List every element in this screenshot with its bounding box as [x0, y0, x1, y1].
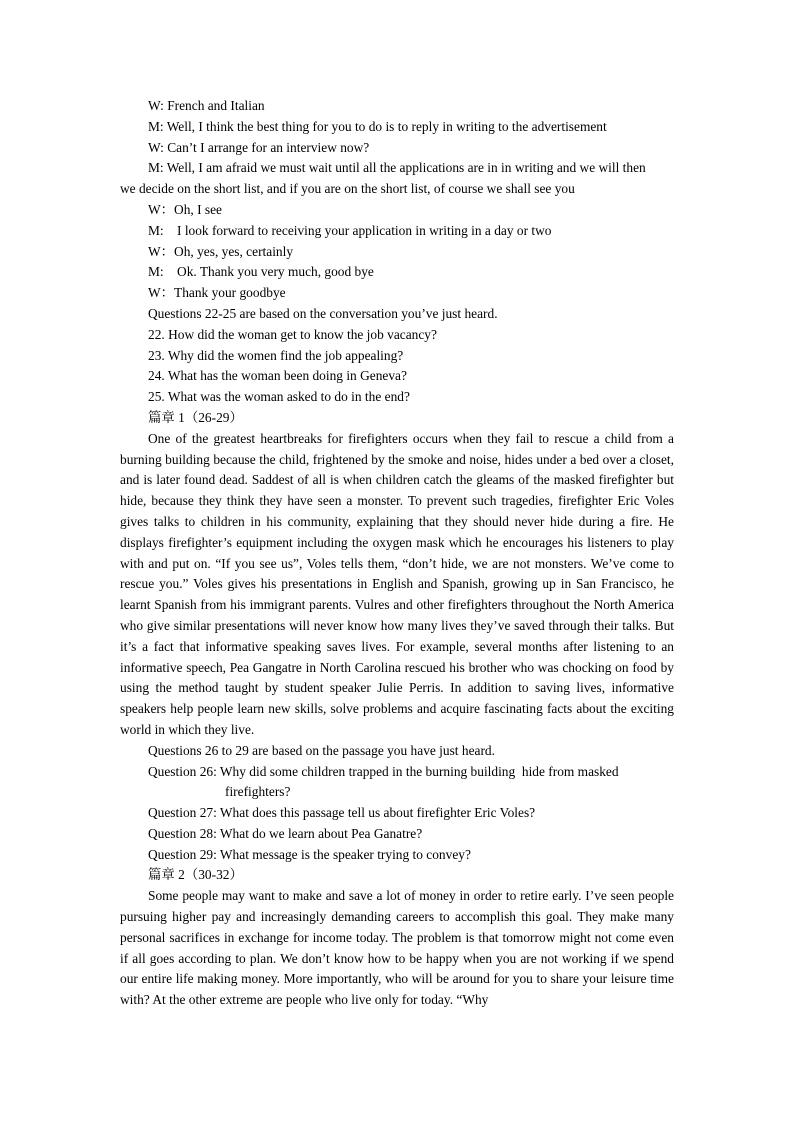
question-item: 23. Why did the women find the job appealing? — [148, 347, 404, 363]
document-page — [120, 96, 674, 1011]
passage-text: One of the greatest heartbreaks for firefighters occurs when they fail to rescue a child from a burning building because the child, frightened by the smoke and noise, hides under a bed over a closet, and is later found dead. Saddest of all is when children catch the gleams of the masked firefighter but hide, because they think they have seen a monster. To prevent such tragedies, firefighter Eric Voles gives talks to children in his community, explaining that they should never hide during a fire. He displays firefighter’s equipment including the oxygen mask which he encourages his listeners to play with and put on. “If you see us”, Voles tells them, “don’t hide, we are not monsters. We’ve come to rescue you.” Voles gives his presentations in English and Spanish, growing up in San Francisco, he learnt Spanish from his immigrant parents. Vulres and other firefighters throughout the North America who give similar presentations will never know how many lives they’ve saved through their talks. But it’s a fact that informative speaking saves lives. For example, several months after listening to an informative speech, Pea Gangatre in North Carolina rescued his brother who was chocking on food by using the method taught by student speaker Julie Perris. In addition to saving lives, informative speakers help people learn new skills, solve problems and acquire fascinating facts about the exciting world in which they live. — [120, 430, 674, 737]
passage-paragraph — [120, 886, 674, 1011]
question-item: 25. What was the woman asked to do in the end? — [148, 389, 410, 405]
dialogue-line: W：Oh, yes, yes, certainly — [148, 243, 294, 259]
dialogue-line: M: Well, I am afraid we must wait until all the applications are in in writing and we will then — [148, 160, 646, 176]
passage-text: Some people may want to make and save a lot of money in order to retire early. I’ve seen people pursuing higher pay and increasingly demanding careers to accomplish this goal. They make many personal sacrifices in exchange for income today. The problem is that tomorrow might not come even if all goes according to plan. We don’t know how to be happy when you are not working if we spend our entire life making money. More importantly, who will be around for you to share your leisure time with? At the other extreme are people who live only for today. “Why — [120, 888, 674, 1008]
dialogue-line: W: French and Italian — [148, 98, 265, 113]
dialogue-line: W: Can’t I arrange for an interview now? — [148, 139, 370, 155]
dialogue-block — [120, 96, 674, 304]
dialogue-line: M: I look forward to receiving your application in writing in a day or two — [148, 222, 552, 238]
question-item-continuation: firefighters? — [225, 784, 291, 800]
dialogue-line: M: Well, I think the best thing for you to do is to reply in writing to the advertisement — [148, 118, 607, 134]
section-heading: 篇章 1（26-29） — [148, 409, 243, 425]
question-item: 22. How did the woman get to know the job vacancy? — [148, 326, 437, 342]
dialogue-line-wrap: we decide on the short list, and if you are on the short list, of course we shall see you — [120, 181, 575, 197]
question-item: Question 28: What do we learn about Pea Ganatre? — [148, 825, 423, 841]
dialogue-line: M: Ok. Thank you very much, good bye — [148, 264, 374, 280]
questions-intro: Questions 26 to 29 are based on the passage you have just heard. — [148, 742, 495, 758]
questions-intro: Questions 22-25 are based on the conversation you’ve just heard. — [148, 305, 498, 321]
dialogue-line: W：Thank your goodbye — [148, 285, 286, 301]
questions-block-1 — [120, 304, 674, 408]
question-item: Question 26: Why did some children trapped in the burning building hide from masked — [148, 763, 619, 779]
question-item: Question 29: What message is the speaker trying to convey? — [148, 846, 471, 862]
question-item: 24. What has the woman been doing in Geneva? — [148, 368, 407, 384]
question-item: Question 27: What does this passage tell us about firefighter Eric Voles? — [148, 805, 536, 821]
section-heading: 篇章 2（30-32） — [148, 867, 243, 883]
dialogue-line: W：Oh, I see — [148, 201, 222, 217]
passage-paragraph — [120, 429, 674, 741]
questions-block-2 — [120, 741, 674, 866]
